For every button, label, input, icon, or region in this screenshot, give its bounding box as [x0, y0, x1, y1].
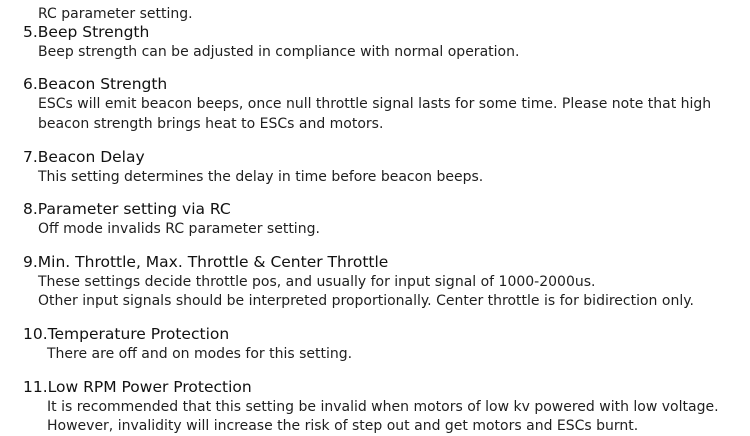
heading-temperature-protection: 10.Temperature Protection [23, 325, 230, 343]
heading-beep-strength: 5.Beep Strength [23, 23, 150, 41]
heading-parameter-setting: 8.Parameter setting via RC [23, 200, 231, 218]
body-low-rpm-protection-2: However, invalidity will increase the risk of step out and get motors and ESCs burnt. [47, 418, 639, 434]
heading-low-rpm-protection: 11.Low RPM Power Protection [23, 378, 252, 396]
body-beacon-strength-2: beacon strength brings heat to ESCs and motors. [38, 116, 384, 132]
body-beacon-strength-1: ESCs will emit beacon beeps, once null throttle signal lasts for some time. Please note that high [38, 96, 712, 112]
body-low-rpm-protection-1: It is recommended that this setting be invalid when motors of low kv powered with low voltage. [47, 399, 719, 415]
body-throttle-1: These settings decide throttle pos, and usually for input signal of 1000-2000us. [38, 274, 596, 290]
heading-beacon-strength: 6.Beacon Strength [23, 75, 168, 93]
body-temperature-protection-1: There are off and on modes for this setting. [47, 346, 353, 362]
heading-beacon-delay: 7.Beacon Delay [23, 148, 145, 166]
body-beep-strength-1: Beep strength can be adjusted in compliance with normal operation. [38, 44, 520, 60]
body-beacon-delay-1: This setting determines the delay in time before beacon beeps. [38, 169, 484, 185]
body-parameter-setting-1: Off mode invalids RC parameter setting. [38, 221, 320, 237]
intro-line: RC parameter setting. [38, 6, 193, 22]
heading-throttle: 9.Min. Throttle, Max. Throttle & Center Throttle [23, 253, 389, 271]
body-throttle-2: Other input signals should be interpreted proportionally. Center throttle is for bidirection only. [38, 293, 694, 309]
